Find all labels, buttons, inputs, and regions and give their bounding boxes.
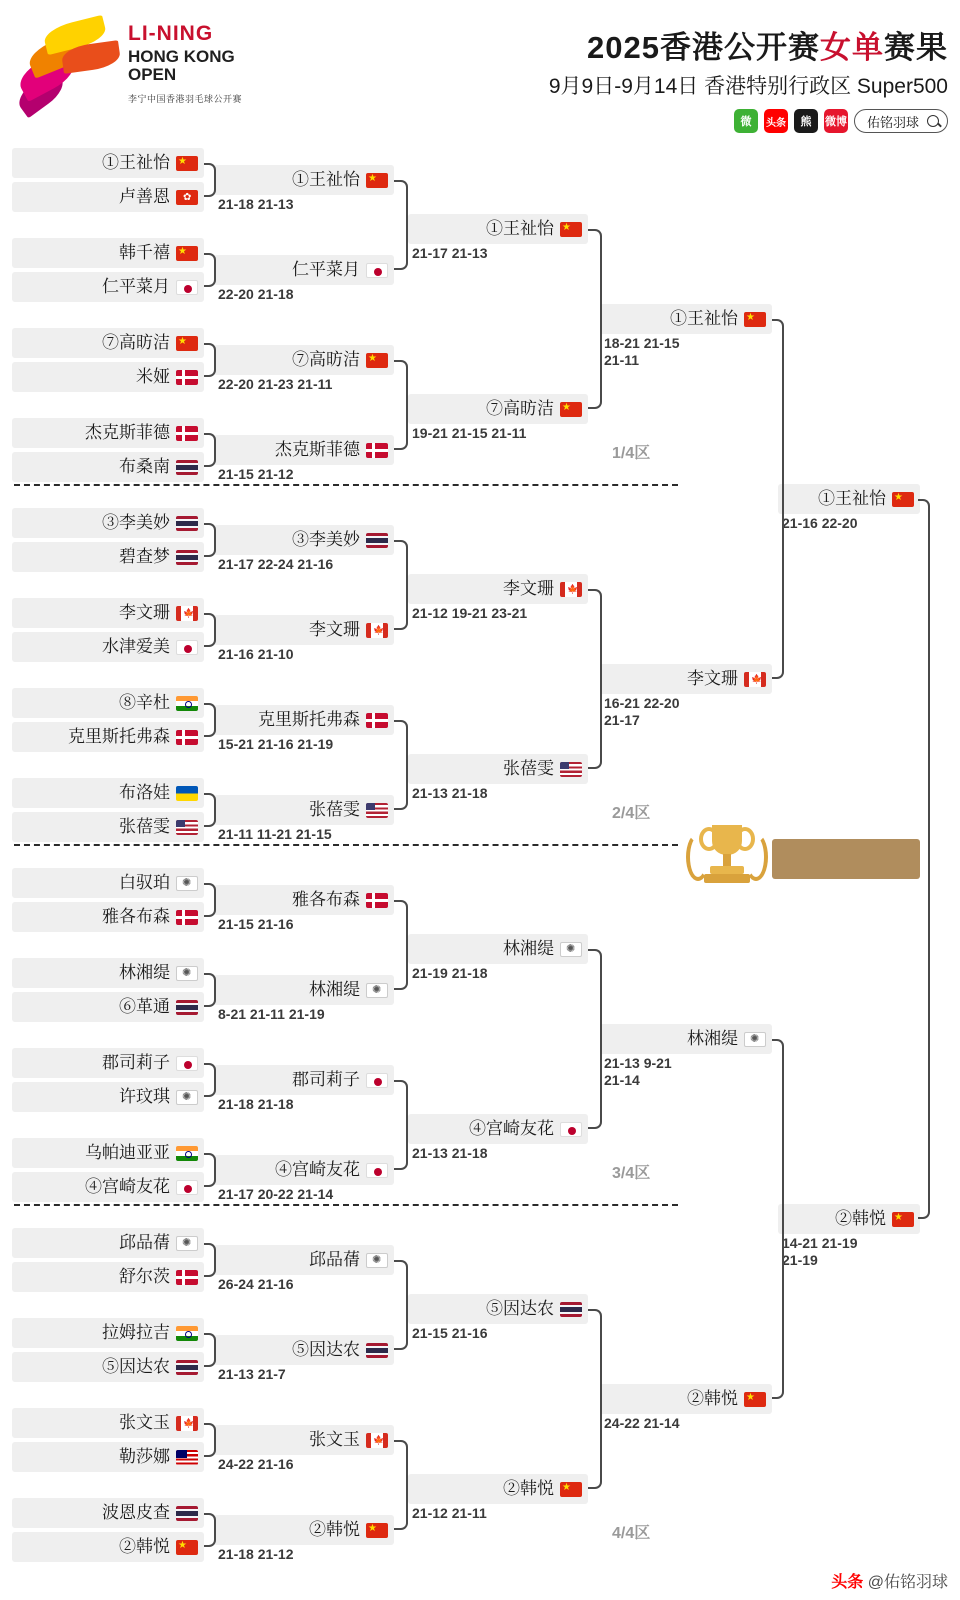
player-name: 林湘缇 [503,939,554,958]
match-score: 22-20 21-23 21-11 [218,376,333,392]
player-name: 卢善恩 [119,187,170,206]
flag-tpe-icon [176,876,198,891]
player-name: 李文珊 [309,620,360,639]
r1-slot-24 [12,1228,204,1258]
footer-credit [831,1569,948,1592]
footer-handle: @佑铭羽球 [867,1574,948,1591]
match-score: 21-12 21-11 [412,1505,487,1521]
match-score: 21-17 21-13 [412,245,488,261]
player-name: 布桑南 [119,457,170,476]
flag-cn-icon [176,1540,198,1555]
bracket-connector [204,613,216,647]
bracket-connector [588,949,602,1129]
page-subtitle: 9月9日-9月14日 香港特别行政区 Super500 [548,75,948,98]
flag-cn-icon [744,1392,766,1407]
r1-slot-12 [12,688,204,718]
match-score: 21-19 21-18 [412,965,488,981]
tournament-bracket [0,140,960,1600]
bracket-connector [204,703,216,737]
r1-slot-21 [12,1082,204,1112]
bracket-connector [394,360,408,450]
r1-slot-8 [12,508,204,538]
match-score: 18-21 21-15 21-11 [604,335,680,368]
r1-slot-3 [12,272,204,302]
bracket-connector [204,343,216,377]
r1-slot-14 [12,778,204,808]
logo-event-cn: 李宁中国香港羽毛球公开赛 [128,94,243,104]
r1-slot-31 [12,1532,204,1562]
flag-th-icon [176,550,198,565]
flag-tpe-icon [744,1032,766,1047]
r1-slot-18 [12,958,204,988]
page-header [0,0,960,140]
flag-cn-icon [560,1482,582,1497]
bracket-connector [394,720,408,810]
match-score: 21-16 22-20 [782,515,858,531]
player-name: 许玟琪 [119,1087,170,1106]
player-name: 郡司莉子 [102,1053,170,1072]
zone-divider [14,484,678,486]
player-name: 雅各布森 [102,907,170,926]
flag-jp-icon [176,280,198,295]
match-score: 21-16 21-10 [218,646,294,662]
r2-slot-14 [214,1425,394,1455]
flag-jp-icon [560,1122,582,1137]
match-score: 21-13 21-7 [218,1366,286,1382]
player-name: 杰克斯菲德 [85,423,170,442]
zone-label-3: 3/4区 [612,1165,651,1182]
r1-slot-22 [12,1138,204,1168]
bracket-connector [204,253,216,287]
bracket-connector [204,1153,216,1187]
flag-tpe-icon [560,942,582,957]
match-score: 21-17 20-22 21-14 [218,1186,334,1202]
player-name: ④宫崎友花 [469,1119,554,1138]
player-name: ⑦高昉洁 [486,399,554,418]
r5-slot-0 [778,484,920,514]
bracket-connector [588,1309,602,1489]
r1-slot-1 [12,182,204,212]
flag-cn-icon [366,173,388,188]
player-name: 拉姆拉吉 [102,1323,170,1342]
match-score: 21-18 21-13 [218,196,294,212]
player-name: 水津爱美 [102,637,170,656]
player-name: ⑤因达农 [292,1340,360,1359]
flag-tpe-icon [176,966,198,981]
player-name: 仁平菜月 [292,260,360,279]
panda-icon[interactable]: 熊 [794,109,818,133]
bracket-connector [204,1513,216,1547]
player-name: ①王祉怡 [670,309,738,328]
flag-in-icon [176,696,198,711]
toutiao-icon[interactable]: 头条 [764,109,788,133]
r3-slot-5 [408,1114,588,1144]
r5-slot-1 [778,1204,920,1234]
flag-tpe-icon [366,983,388,998]
player-name: 张文玉 [309,1430,360,1449]
player-name: 杰克斯菲德 [275,440,360,459]
flag-my-icon [176,1450,198,1465]
bracket-connector [394,180,408,270]
flag-th-icon [176,1506,198,1521]
social-bar [734,108,948,134]
player-name: ②韩悦 [119,1537,170,1556]
flag-ca-icon [366,623,388,638]
flag-dk-icon [176,370,198,385]
match-score: 14-21 21-19 21-19 [782,1235,858,1268]
r1-slot-25 [12,1262,204,1292]
bracket-connector [204,973,216,1007]
tournament-logo [8,6,258,124]
player-name: ③李美妙 [292,530,360,549]
flag-th-icon [176,1000,198,1015]
r1-slot-2 [12,238,204,268]
player-name: 林湘缇 [309,980,360,999]
player-name: 白驭珀 [119,873,170,892]
r2-slot-1 [214,255,394,285]
flag-th-icon [366,533,388,548]
flag-cn-icon [892,1212,914,1227]
flag-jp-icon [366,1163,388,1178]
match-score: 21-15 21-16 [412,1325,488,1341]
match-score: 21-18 21-18 [218,1096,294,1112]
player-name: ③李美妙 [102,513,170,532]
player-name: 勒莎娜 [119,1447,170,1466]
flag-in-icon [176,1146,198,1161]
flag-dk-icon [176,910,198,925]
r1-slot-17 [12,902,204,932]
footer-source: 头条 [831,1574,864,1591]
player-name: ②韩悦 [503,1479,554,1498]
flag-cn-icon [744,312,766,327]
match-score: 26-24 21-16 [218,1276,294,1292]
player-name: ⑦高昉洁 [102,333,170,352]
player-name: 碧查梦 [119,547,170,566]
r2-slot-0 [214,165,394,195]
player-name: 韩千禧 [119,243,170,262]
flag-cn-icon [366,1523,388,1538]
player-name: ②韩悦 [309,1520,360,1539]
match-score: 16-21 22-20 21-17 [604,695,680,728]
bracket-connector [394,1080,408,1170]
flag-us-icon [560,762,582,777]
r1-slot-6 [12,418,204,448]
match-score: 24-22 21-14 [604,1415,680,1431]
r1-slot-10 [12,598,204,628]
r3-slot-1 [408,394,588,424]
bracket-connector [204,793,216,827]
flag-in-icon [176,1326,198,1341]
player-name: 郡司莉子 [292,1070,360,1089]
player-name: ②韩悦 [687,1389,738,1408]
flag-cn-icon [176,336,198,351]
r2-slot-11 [214,1155,394,1185]
flag-th-icon [176,1360,198,1375]
r2-slot-6 [214,705,394,735]
r1-slot-30 [12,1498,204,1528]
r1-slot-9 [12,542,204,572]
r2-slot-8 [214,885,394,915]
player-name: ⑦高昉洁 [292,350,360,369]
player-name: 张蓓雯 [119,817,170,836]
match-score: 21-15 21-12 [218,466,294,482]
flag-cn-icon [892,492,914,507]
page-title [587,22,948,67]
flag-jp-icon [366,263,388,278]
match-score: 8-21 21-11 21-19 [218,1006,325,1022]
player-name: 林湘缇 [119,963,170,982]
player-name: 克里斯托弗森 [68,727,170,746]
trophy-icon [686,821,768,897]
r1-slot-28 [12,1408,204,1438]
title-accent: 女单 [820,30,884,65]
r2-slot-13 [214,1335,394,1365]
match-score: 21-13 21-18 [412,785,488,801]
player-name: 舒尔茨 [119,1267,170,1286]
player-name: ⑤因达农 [486,1299,554,1318]
match-score: 21-11 11-21 21-15 [218,826,332,842]
player-name: ①王祉怡 [486,219,554,238]
bracket-connector [204,1243,216,1277]
match-score: 21-15 21-16 [218,916,294,932]
flag-us-icon [176,820,198,835]
flag-jp-icon [366,1073,388,1088]
player-name: 张文玉 [119,1413,170,1432]
flag-dk-icon [366,443,388,458]
match-score: 24-22 21-16 [218,1456,294,1472]
logo-event-en: HONG KONG OPEN [128,47,235,84]
champion-plate [772,839,920,879]
flag-dk-icon [176,730,198,745]
r3-slot-7 [408,1474,588,1504]
r1-slot-5 [12,362,204,392]
r3-slot-2 [408,574,588,604]
flag-jp-icon [176,640,198,655]
r2-slot-4 [214,525,394,555]
r1-slot-26 [12,1318,204,1348]
player-name: ①王祉怡 [102,153,170,172]
r1-slot-15 [12,812,204,842]
flag-cn-icon [176,156,198,171]
flag-th-icon [560,1302,582,1317]
player-name: 张蓓雯 [309,800,360,819]
r4-slot-3 [600,1384,772,1414]
r1-slot-11 [12,632,204,662]
player-name: 克里斯托弗森 [258,710,360,729]
wechat-icon[interactable]: 微 [734,109,758,133]
player-name: 林湘缇 [687,1029,738,1048]
bracket-connector [588,589,602,769]
player-name: 李文珊 [119,603,170,622]
search-label: 佑铭羽球 [866,114,919,130]
player-name: ①王祉怡 [292,170,360,189]
flag-hk-icon [176,190,198,205]
flag-cn-icon [560,402,582,417]
zone-divider [14,1204,678,1206]
player-name: ④宫崎友花 [275,1160,360,1179]
flag-ca-icon [176,606,198,621]
bracket-connector [394,900,408,990]
match-score: 22-20 21-18 [218,286,294,302]
player-name: 邱品蒨 [119,1233,170,1252]
player-name: 邱品蒨 [309,1250,360,1269]
r3-slot-0 [408,214,588,244]
flag-ca-icon [560,582,582,597]
r2-slot-3 [214,435,394,465]
flag-th-icon [176,516,198,531]
match-score: 15-21 21-16 21-19 [218,736,334,752]
r1-slot-16 [12,868,204,898]
player-name: 米娅 [136,367,170,386]
flag-tpe-icon [366,1253,388,1268]
r1-slot-20 [12,1048,204,1078]
player-name: 张蓓雯 [503,759,554,778]
flag-dk-icon [366,713,388,728]
flag-dk-icon [176,426,198,441]
r1-slot-27 [12,1352,204,1382]
player-name: 布洛娃 [119,783,170,802]
bracket-connector [204,433,216,467]
match-score: 21-18 21-12 [218,1546,294,1562]
player-name: ⑥革通 [119,997,170,1016]
flag-ca-icon [176,1416,198,1431]
player-name: 李文珊 [503,579,554,598]
flag-jp-icon [176,1056,198,1071]
match-score: 21-17 22-24 21-16 [218,556,334,572]
match-score: 19-21 21-15 21-11 [412,425,527,441]
flag-cn-icon [176,246,198,261]
search-pill[interactable] [854,109,948,133]
r4-slot-2 [600,1024,772,1054]
player-name: ⑧辛杜 [119,693,170,712]
player-name: ④宫崎友花 [85,1177,170,1196]
bracket-connector [588,229,602,409]
flag-th-icon [366,1343,388,1358]
player-name: 李文珊 [687,669,738,688]
player-name: 雅各布森 [292,890,360,909]
r2-slot-12 [214,1245,394,1275]
r1-slot-29 [12,1442,204,1472]
flag-cn-icon [560,222,582,237]
title-suffix: 赛果 [884,30,948,65]
zone-divider [14,844,678,846]
flag-cn-icon [366,353,388,368]
flag-dk-icon [366,893,388,908]
flag-jp-icon [176,1180,198,1195]
r3-slot-3 [408,754,588,784]
bracket-connector [772,1039,784,1399]
bracket-connector [394,1440,408,1530]
match-score: 21-12 19-21 23-21 [412,605,528,621]
bracket-connector [394,540,408,630]
r1-slot-7 [12,452,204,482]
bracket-connector [204,163,216,197]
weibo-icon[interactable]: 微博 [824,109,848,133]
bracket-connector [204,883,216,917]
search-icon[interactable] [927,115,939,127]
r2-slot-2 [214,345,394,375]
zone-label-2: 2/4区 [612,805,651,822]
flag-ua-icon [176,786,198,801]
zone-label-1: 1/4区 [612,445,651,462]
r2-slot-9 [214,975,394,1005]
bracket-connector [204,1063,216,1097]
logo-feather-icon [14,14,126,118]
flag-us-icon [366,803,388,818]
match-score: 21-13 9-21 21-14 [604,1055,672,1088]
r1-slot-0 [12,148,204,178]
flag-dk-icon [176,1270,198,1285]
r1-slot-23 [12,1172,204,1202]
r3-slot-4 [408,934,588,964]
player-name: ⑤因达农 [102,1357,170,1376]
r1-slot-13 [12,722,204,752]
bracket-connector [204,1333,216,1367]
player-name: ①王祉怡 [818,489,886,508]
flag-ca-icon [744,672,766,687]
r2-slot-5 [214,615,394,645]
r1-slot-19 [12,992,204,1022]
logo-brand: LI-NING [128,22,214,45]
title-prefix: 2025香港公开赛 [587,30,820,65]
r1-slot-4 [12,328,204,358]
player-name: 仁平菜月 [102,277,170,296]
bracket-connector [204,1423,216,1457]
flag-tpe-icon [176,1090,198,1105]
r2-slot-7 [214,795,394,825]
flag-ca-icon [366,1433,388,1448]
flag-th-icon [176,460,198,475]
bracket-connector [394,1260,408,1350]
zone-label-4: 4/4区 [612,1525,651,1542]
flag-tpe-icon [176,1236,198,1251]
match-score: 21-13 21-18 [412,1145,488,1161]
r3-slot-6 [408,1294,588,1324]
player-name: 乌帕迪亚亚 [85,1143,170,1162]
player-name: 波恩皮查 [102,1503,170,1522]
r4-slot-1 [600,664,772,694]
r2-slot-10 [214,1065,394,1095]
bracket-connector [772,319,784,679]
bracket-connector [204,523,216,557]
r2-slot-15 [214,1515,394,1545]
r4-slot-0 [600,304,772,334]
player-name: ②韩悦 [835,1209,886,1228]
